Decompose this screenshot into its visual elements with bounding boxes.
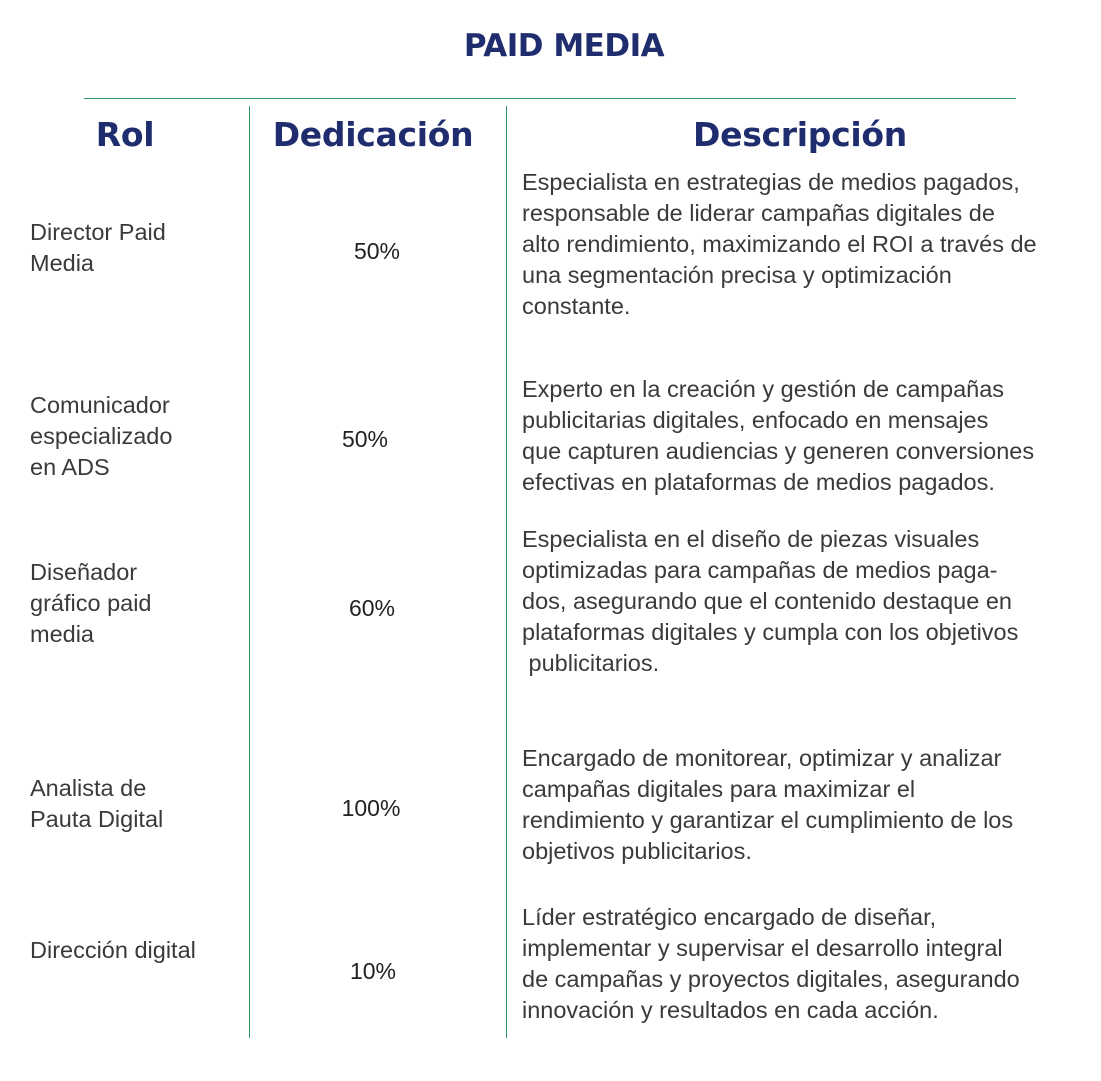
row-1-dedication: 50% <box>353 238 401 264</box>
row-3-role: Diseñador gráfico paid media <box>30 559 152 647</box>
row-3-description: Especialista en el diseño de piezas visuales optimizadas para campañas de medios paga- dos, asegurando que el contenido destaque en plataformas digitales y cumpla con los objetivos publicitarios. <box>522 526 1019 676</box>
row-3-dedication: 60% <box>348 595 396 621</box>
page-title: PAID MEDIA <box>463 28 665 64</box>
row-2-role: Comunicador especializado en ADS <box>30 392 173 480</box>
column-header-dedication: Dedicación <box>272 115 474 154</box>
row-1-role: Director Paid Media <box>30 219 166 276</box>
row-2-description: Experto en la creación y gestión de campañas publicitarias digitales, enfocado en mensajes que capturen audiencias y generen conversiones efectivas en plataformas de medios pagados. <box>522 376 1035 495</box>
row-2-dedication: 50% <box>341 426 389 452</box>
row-4-role: Analista de Pauta Digital <box>30 775 164 832</box>
column-header-description: Descripción <box>693 115 907 154</box>
column-header-role: Rol <box>95 115 155 154</box>
header-divider <box>84 98 1016 99</box>
column-divider-2 <box>506 106 507 1038</box>
row-5-role: Dirección digital <box>30 937 196 963</box>
row-1-description: Especialista en estrategias de medios pagados, responsable de liderar campañas digitales de alto rendimiento, maximizando el ROI a través de una segmentación precisa y optimización constante. <box>522 169 1037 319</box>
row-5-description: Líder estratégico encargado de diseñar, implementar y supervisar el desarrollo integral de campañas y proyectos digitales, asegurando innovación y resultados en cada acción. <box>522 904 1020 1023</box>
row-4-description: Encargado de monitorear, optimizar y analizar campañas digitales para maximizar el rendimiento y garantizar el cumplimiento de los objetivos publicitarios. <box>522 745 1014 864</box>
row-4-dedication: 100% <box>341 795 401 821</box>
row-5-dedication: 10% <box>349 958 397 984</box>
column-divider-1 <box>249 106 250 1038</box>
